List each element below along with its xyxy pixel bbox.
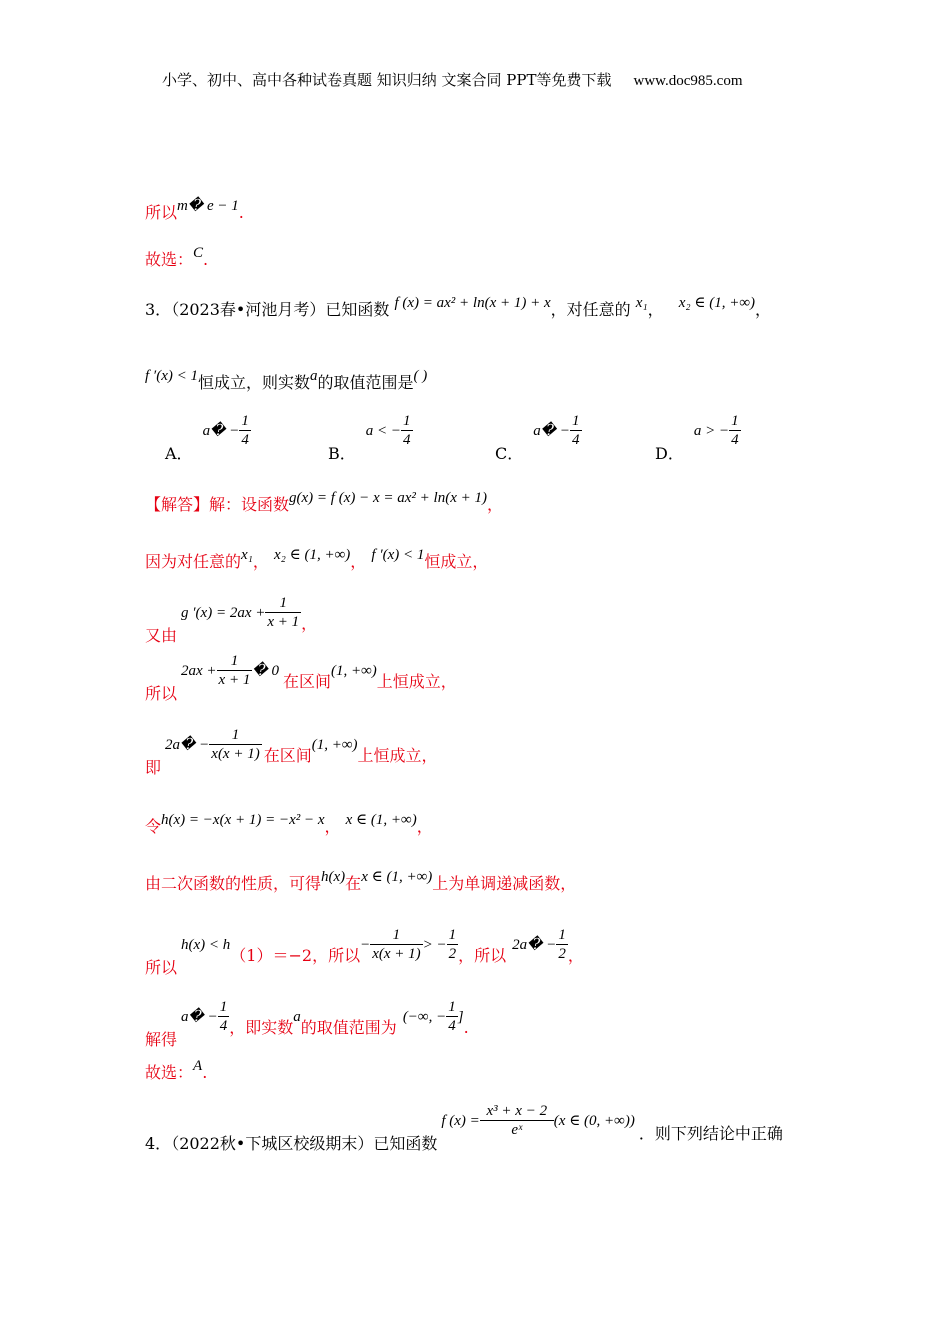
fraction: $\frac{1}{x + 1}$	[218, 653, 251, 688]
text: ，	[755, 300, 772, 319]
solution-line-7	[145, 871, 576, 894]
option-math: a� −	[533, 423, 571, 439]
text: ，即实数	[229, 1018, 294, 1037]
page-header	[162, 69, 743, 90]
text: 在区间	[263, 746, 312, 765]
option-label: B．	[328, 444, 356, 463]
solution-line-5	[145, 726, 438, 777]
fraction: $\frac{1}{x + 1}$	[267, 595, 300, 630]
text: 上恒成立，	[357, 746, 438, 765]
text: 解得	[145, 1030, 178, 1049]
math-expression: > −	[422, 937, 447, 953]
option-c[interactable]	[495, 412, 582, 463]
math-g-definition: g(x) = f (x) − x = ax² + ln(x + 1)	[289, 490, 487, 506]
math-x1: x₁	[635, 295, 648, 311]
math-domain: x ∈ (1, +∞)	[345, 812, 417, 828]
solution-heading: 【解答】解：设函数g(x) = f (x) − x = ax² + ln(x + 1)，	[145, 490, 503, 514]
fraction: $\frac{1}{x(x + 1)}$	[211, 727, 260, 762]
header-site-link[interactable]: www.doc985.com	[633, 73, 743, 89]
text: 的取值范围是	[317, 373, 414, 392]
option-b[interactable]	[328, 412, 413, 463]
math-interval: (1, +∞)	[311, 737, 358, 753]
text: ，	[647, 300, 664, 319]
text: 恒成立，	[424, 552, 489, 571]
math-interval: (−∞, −	[402, 1009, 447, 1025]
math-expression: h(x) < h	[181, 937, 231, 953]
text: 所以	[145, 203, 178, 222]
text: 所以	[145, 958, 178, 977]
fraction: $\frac{1}{4}$	[448, 999, 456, 1034]
text: 故选：	[145, 250, 194, 269]
option-math: a < −	[365, 423, 402, 439]
solution-line-9: 解得a� − $\frac{1}{4}$ ，即实数a的取值范围为(−∞, − $\frac{1}{4}$ ].	[145, 999, 469, 1049]
math-h: h(x)	[321, 869, 346, 885]
question-number: 4．	[145, 1134, 172, 1153]
math-x2-domain: x₂ ∈ (1, +∞)	[678, 295, 756, 311]
text: 上为单调递减函数，	[432, 874, 577, 893]
text: .	[238, 203, 244, 222]
solution-line-8: 所以h(x) < h（1）＝−2，所以− $\frac{1}{x(x + 1)}$ > − $\frac{1}{2}$ ，所以2a� − $\frac{1}{2}$ ，	[145, 927, 584, 977]
math-x2-domain: x₂ ∈ (1, +∞)	[274, 547, 351, 563]
text: 【解答】解：设函数	[145, 495, 290, 514]
math-expression: a� −	[181, 1009, 218, 1025]
fraction: $\frac{1}{4}$	[219, 999, 228, 1034]
math-interval: (1, +∞)	[330, 663, 377, 679]
text: 因为对任意的	[145, 552, 242, 571]
question-3-stem	[145, 297, 771, 320]
fraction: $\frac{1}{4}$	[241, 413, 249, 448]
math-expression: 2a� −	[512, 937, 557, 953]
math-h-definition: h(x) = −x(x + 1) = −x² − x	[161, 812, 325, 828]
text: ．则下列结论中正确	[638, 1124, 783, 1143]
fraction: $\frac{1}{2}$	[558, 927, 566, 962]
question-source: （2022秋•下城区校级期末）已知函数	[171, 1134, 438, 1153]
question-4-stem	[145, 1102, 783, 1153]
math-domain: (x ∈ (0, +∞))	[553, 1113, 635, 1129]
prev-line-2	[145, 247, 208, 270]
text: 所以	[145, 684, 178, 703]
solution-line-6: 令h(x) = −x(x + 1) = −x² − x， x ∈ (1, +∞)，	[145, 812, 433, 836]
text: 在	[345, 874, 362, 893]
option-math: a� −	[202, 423, 240, 439]
math-variable: a	[309, 368, 318, 384]
math-x1: x₁	[241, 547, 253, 563]
math-condition: f ′(x) < 1	[371, 547, 425, 563]
text: ，所以	[458, 946, 507, 965]
math-expression: 2a� −	[165, 737, 210, 753]
prev-line-1	[145, 200, 244, 223]
math-condition: f ′(x) < 1	[145, 368, 198, 384]
answer-blank: ( )	[413, 368, 428, 384]
header-tagline: 小学、初中、高中各种试卷真题 知识归纳 文案合同 PPT等免费下载	[162, 71, 612, 89]
text: 的取值范围为	[300, 1018, 397, 1037]
fraction: $\frac{1}{2}$	[448, 927, 457, 962]
text: .	[203, 250, 209, 269]
question-3-stem-line2	[145, 370, 427, 393]
option-math: a > −	[693, 423, 730, 439]
text: ，对任意的	[550, 300, 631, 319]
text: 故选：	[145, 1063, 194, 1082]
text: 即	[145, 758, 162, 777]
solution-line-2: 因为对任意的x₁， x₂ ∈ (1, +∞)， f ′(x) < 1恒成立，	[145, 547, 489, 571]
math-expression: C	[193, 245, 204, 261]
option-d[interactable]	[655, 412, 741, 463]
math-domain: x ∈ (1, +∞)	[361, 869, 433, 885]
function-definition: f (x) = ax² + ln(x + 1) + x	[394, 295, 551, 311]
text: 又由	[145, 626, 178, 645]
text: 令	[145, 817, 162, 836]
solution-line-3: 又由g ′(x) = 2ax + $\frac{1}{x + 1}$ ，	[145, 595, 318, 645]
math-expression: f (x) =	[441, 1113, 480, 1129]
text: （1）＝−2，所以	[230, 946, 361, 965]
question-number: 3．	[145, 300, 172, 319]
math-expression: 2ax +	[181, 663, 217, 679]
math-answer: A	[193, 1058, 203, 1074]
fraction: $\frac{1}{4}$	[731, 413, 739, 448]
solution-line-4	[145, 652, 457, 703]
fraction: $\frac{1}{x(x + 1)}$	[372, 927, 421, 962]
fraction: $\frac{\text{x³ + x − 2}}{\text{eˣ}}$	[480, 1102, 554, 1139]
solution-line-10: 故选：A.	[145, 1058, 208, 1082]
option-label: D．	[655, 444, 684, 463]
fraction: $\frac{1}{4}$	[572, 413, 580, 448]
math-expression: m� e − 1	[177, 198, 239, 214]
math-variable: a	[293, 1009, 301, 1025]
option-label: A．	[165, 444, 193, 463]
option-a[interactable]	[165, 412, 251, 463]
math-expression: g ′(x) = 2ax +	[181, 605, 266, 621]
text: 在区间	[282, 672, 331, 691]
text: 由二次函数的性质，可得	[145, 874, 322, 893]
math-interval: ]	[457, 1009, 464, 1025]
math-expression: � 0	[252, 663, 279, 679]
option-label: C．	[495, 444, 524, 463]
fraction: $\frac{1}{4}$	[403, 413, 411, 448]
question-source: （2023春•河池月考）已知函数	[171, 300, 390, 319]
text: 恒成立，则实数	[197, 373, 310, 392]
math-expression: −	[360, 937, 371, 953]
text: 上恒成立，	[376, 672, 457, 691]
